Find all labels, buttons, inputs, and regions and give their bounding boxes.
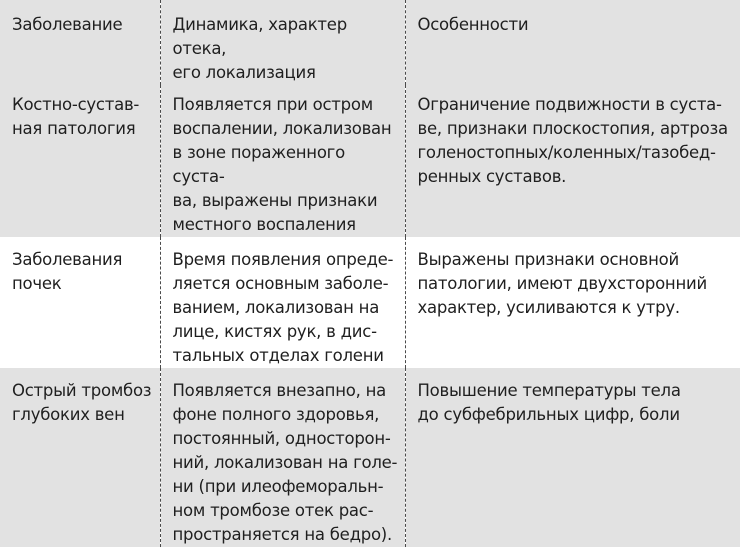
cell-disease: Острый тромбоз глубоких вен bbox=[0, 368, 160, 547]
table-header-row bbox=[0, 0, 740, 85]
cell-features: Ограничение подвижности в суста- ве, признаки плоскостопия, артроза голеностопных/коленных/тазобед- ренных суставов. bbox=[405, 85, 740, 237]
header-features: Особенности bbox=[405, 0, 740, 85]
cell-disease: Костно-сустав- ная патология bbox=[0, 85, 160, 237]
header-disease: Заболевание bbox=[0, 0, 160, 85]
cell-dynamics: Время появления опреде- ляется основным заболе- ванием, локализован на лице, кистях рук, в дис- тальных отделах голени bbox=[160, 237, 405, 368]
table-row bbox=[0, 237, 740, 368]
cell-features: Повышение температуры тела до субфебрильных цифр, боли bbox=[405, 368, 740, 547]
table-row bbox=[0, 368, 740, 547]
table-row bbox=[0, 85, 740, 237]
cell-features: Выражены признаки основной патологии, имеют двухсторонний характер, усиливаются к утру. bbox=[405, 237, 740, 368]
header-dynamics: Динамика, характер отека, его локализация bbox=[160, 0, 405, 85]
cell-dynamics: Появляется при остром воспалении, локализован в зоне пораженного суста- ва, выражены признаки местного воспаления bbox=[160, 85, 405, 237]
cell-dynamics: Появляется внезапно, на фоне полного здоровья, постоянный, односторон- ний, локализован на голе- ни (при илеофеморальн- ном тромбозе отек рас- пространяется на бедро). bbox=[160, 368, 405, 547]
cell-disease: Заболевания почек bbox=[12, 250, 123, 293]
